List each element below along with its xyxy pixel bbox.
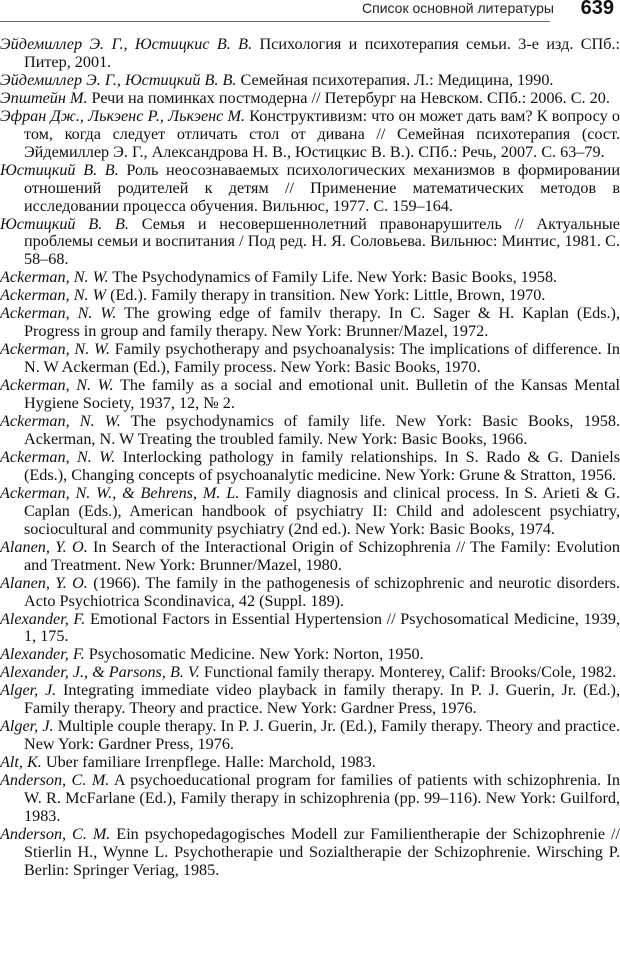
reference-author: Эпштейн М. — [0, 88, 88, 107]
reference-entry — [0, 413, 620, 449]
reference-author: Ackerman, N. W., & Behrens, M. L. — [0, 483, 240, 502]
reference-author: Ackerman, N. W. — [0, 376, 114, 395]
reference-text: Family psychotherapy and psychoanalysis: The implications of difference. In N. W Ackerman (Ed.), Family process. New York: Basic Books, 1970. — [24, 340, 620, 377]
reference-entry — [0, 772, 620, 826]
reference-entry — [0, 216, 620, 270]
reference-author: Ackerman, N. W. — [0, 447, 116, 466]
reference-text: The Psychodynamics of Family Life. New York: Basic Books, 1958. — [108, 268, 558, 287]
reference-entry — [0, 269, 620, 287]
reference-text: Психология и психотерапия семьи. 3-е изд. СПб.: Питер, 2001. — [24, 35, 620, 71]
reference-author: Alanen, Y. O. — [0, 537, 88, 556]
reference-text: (Ed.). Family therapy in transition. New York: Little, Brown, 1970. — [106, 286, 546, 305]
reference-author: Эйдемиллер Э. Г., Юстицкис В. В. — [0, 35, 253, 53]
reference-entry — [0, 718, 620, 754]
reference-entry — [0, 90, 620, 108]
reference-entry — [0, 449, 620, 485]
reference-author: Ackerman, N. W — [0, 286, 107, 305]
reference-entry — [0, 826, 620, 880]
reference-entry — [0, 36, 620, 72]
reference-author: Alexander, J., & Parsons, B. V. — [0, 663, 200, 682]
reference-text: Роль неосознаваемых психологических механизмов в формировании отношений родителей к детям // Применение математических методов в исследовании процесса обучения. Вильнюс, 1977. С. 159–164. — [24, 160, 620, 215]
reference-text: In Search of the Interactional Origin of Schizophrenia // The Family: Evolution and Treatment. New York: Brunner/Mazel, 1980. — [24, 537, 620, 574]
reference-author: Юстицкий В. В. — [0, 160, 119, 179]
reference-list — [0, 36, 620, 880]
header-rule — [0, 21, 550, 22]
reference-text: Family diagnosis and clinical process. In S. Arieti & G. Caplan (Eds.), American handbook of psychiatry II: Child and adolescent psychiatry, sociocultural and community psychiatry (2nd ed.). New York: Basic Books, 1974. — [24, 483, 620, 538]
reference-author: Эйдемиллер Э. Г., Юстицкий В. В. — [0, 70, 237, 89]
reference-text: A psychoeducational program for families of patients with schizophrenia. In W. R. McFarlane (Ed.), Family therapy in schizophrenia (pp. 99–116). New York: Guilford, 1983. — [24, 771, 620, 825]
reference-entry — [0, 72, 620, 90]
reference-author: Юстицкий В. В. — [0, 214, 129, 233]
reference-author: Ackerman, N. W. — [0, 340, 111, 359]
reference-author: Alger, J. — [0, 717, 54, 736]
reference-text: (1966). The family in the pathogenesis of schizophrenic and neurotic disorders. Acto Psychiotrica Scondinavica, 42 (Suppl. 189). — [24, 573, 620, 610]
reference-entry — [0, 287, 620, 305]
reference-author: Alexander, F. — [0, 645, 85, 664]
reference-entry — [0, 575, 620, 611]
reference-text: Functional family therapy. Monterey, Calif: Brooks/Cole, 1982. — [199, 663, 617, 682]
reference-entry — [0, 162, 620, 216]
reference-entry — [0, 539, 620, 575]
running-title: Список основной литературы — [362, 0, 554, 16]
reference-author: Ackerman, N. W. — [0, 412, 121, 431]
reference-text: The growing edge of familv therapy. In C. Sager & H. Kaplan (Eds.), Progress in group and family therapy. New York: Brunner/Mazel, 1972. — [24, 304, 620, 341]
reference-text: The psychodynamics of family life. New York: Basic Books, 1958. Ackerman, N. W Treating the troubled family. New York: Basic Books, 1966. — [24, 412, 620, 448]
reference-entry — [0, 646, 620, 664]
reference-entry — [0, 341, 620, 377]
reference-text: Семья и несовершеннолетний правонарушитель // Актуальные проблемы семьи и воспитания / Под ред. Н. Я. Соловьева. Вильнюс: Минтис, 1981. С. 58–68. — [24, 214, 620, 269]
reference-text: Uber familiare Irrenpflege. Halle: Marchold, 1983. — [41, 753, 376, 772]
reference-author: Alanen, Y. O. — [0, 573, 88, 592]
reference-author: Alt, K. — [0, 753, 42, 772]
reference-text: Семейная психотерапия. Л.: Медицина, 1990. — [236, 70, 554, 89]
reference-text: Psychosomatic Medicine. New York: Norton, 1950. — [84, 645, 424, 664]
reference-text: Interlocking pathology in family relationships. In S. Rado & G. Daniels (Eds.), Changing concepts of psychoanalytic medicine. New York: Grune & Stratton, 1956. — [24, 447, 620, 484]
reference-entry — [0, 377, 620, 413]
reference-entry — [0, 611, 620, 647]
reference-author: Alger, J. — [0, 681, 57, 700]
reference-entry — [0, 485, 620, 539]
reference-entry — [0, 108, 620, 162]
reference-text: Конструктивизм: что он может дать вам? К вопросу о том, когда следует отличать стол от дивана // Семейная психотерапия (сост. Эйдемиллер Э. Г., Александрова Н. В., Юстицкис В. В.). СПб.: Речь, 2007. С. 63–79. — [24, 106, 620, 161]
reference-author: Ackerman, N. W. — [0, 304, 117, 323]
page-number: 639 — [580, 0, 614, 19]
reference-entry — [0, 305, 620, 341]
reference-entry — [0, 754, 620, 772]
reference-text: Ein psychopedagogisches Modell zur Familientherapie der Schizophrenie // Stierlin H., Wynne L. Psychotherapie und Sozialtherapie der Schizophrenie. Wirsching P. Berlin: Springer Veriag, 1985. — [24, 824, 620, 879]
reference-author: Эфран Дж., Лькэенс Р., Лькэенс М. — [0, 106, 246, 125]
reference-author: Anderson, C. M. — [0, 824, 111, 843]
reference-entry — [0, 682, 620, 718]
reference-entry — [0, 664, 620, 682]
reference-text: Речи на поминках постмодерна // Петербург на Невском. СПб.: 2006. С. 20. — [87, 88, 610, 107]
reference-author: Anderson, C. M. — [0, 771, 110, 790]
reference-text: Multiple couple therapy. In P. J. Guerin, Jr. (Ed.), Family therapy. Theory and practice. New York: Gardner Press, 1976. — [24, 717, 620, 754]
reference-author: Ackerman, N. W. — [0, 268, 109, 287]
reference-text: Emotional Factors in Essential Hypertension // Psychosomatical Medicine, 1939, 1, 175. — [24, 609, 620, 646]
reference-text: The family as a social and emotional unit. Bulletin of the Kansas Mental Hygiene Society, 1937, 12, № 2. — [24, 376, 620, 413]
reference-author: Alexander, F. — [0, 609, 86, 628]
reference-text: Integrating immediate video playback in family therapy. In P. J. Guerin, Jr. (Ed.), Family therapy. Theory and practice. New York: Gardner Press, 1976. — [24, 681, 620, 718]
